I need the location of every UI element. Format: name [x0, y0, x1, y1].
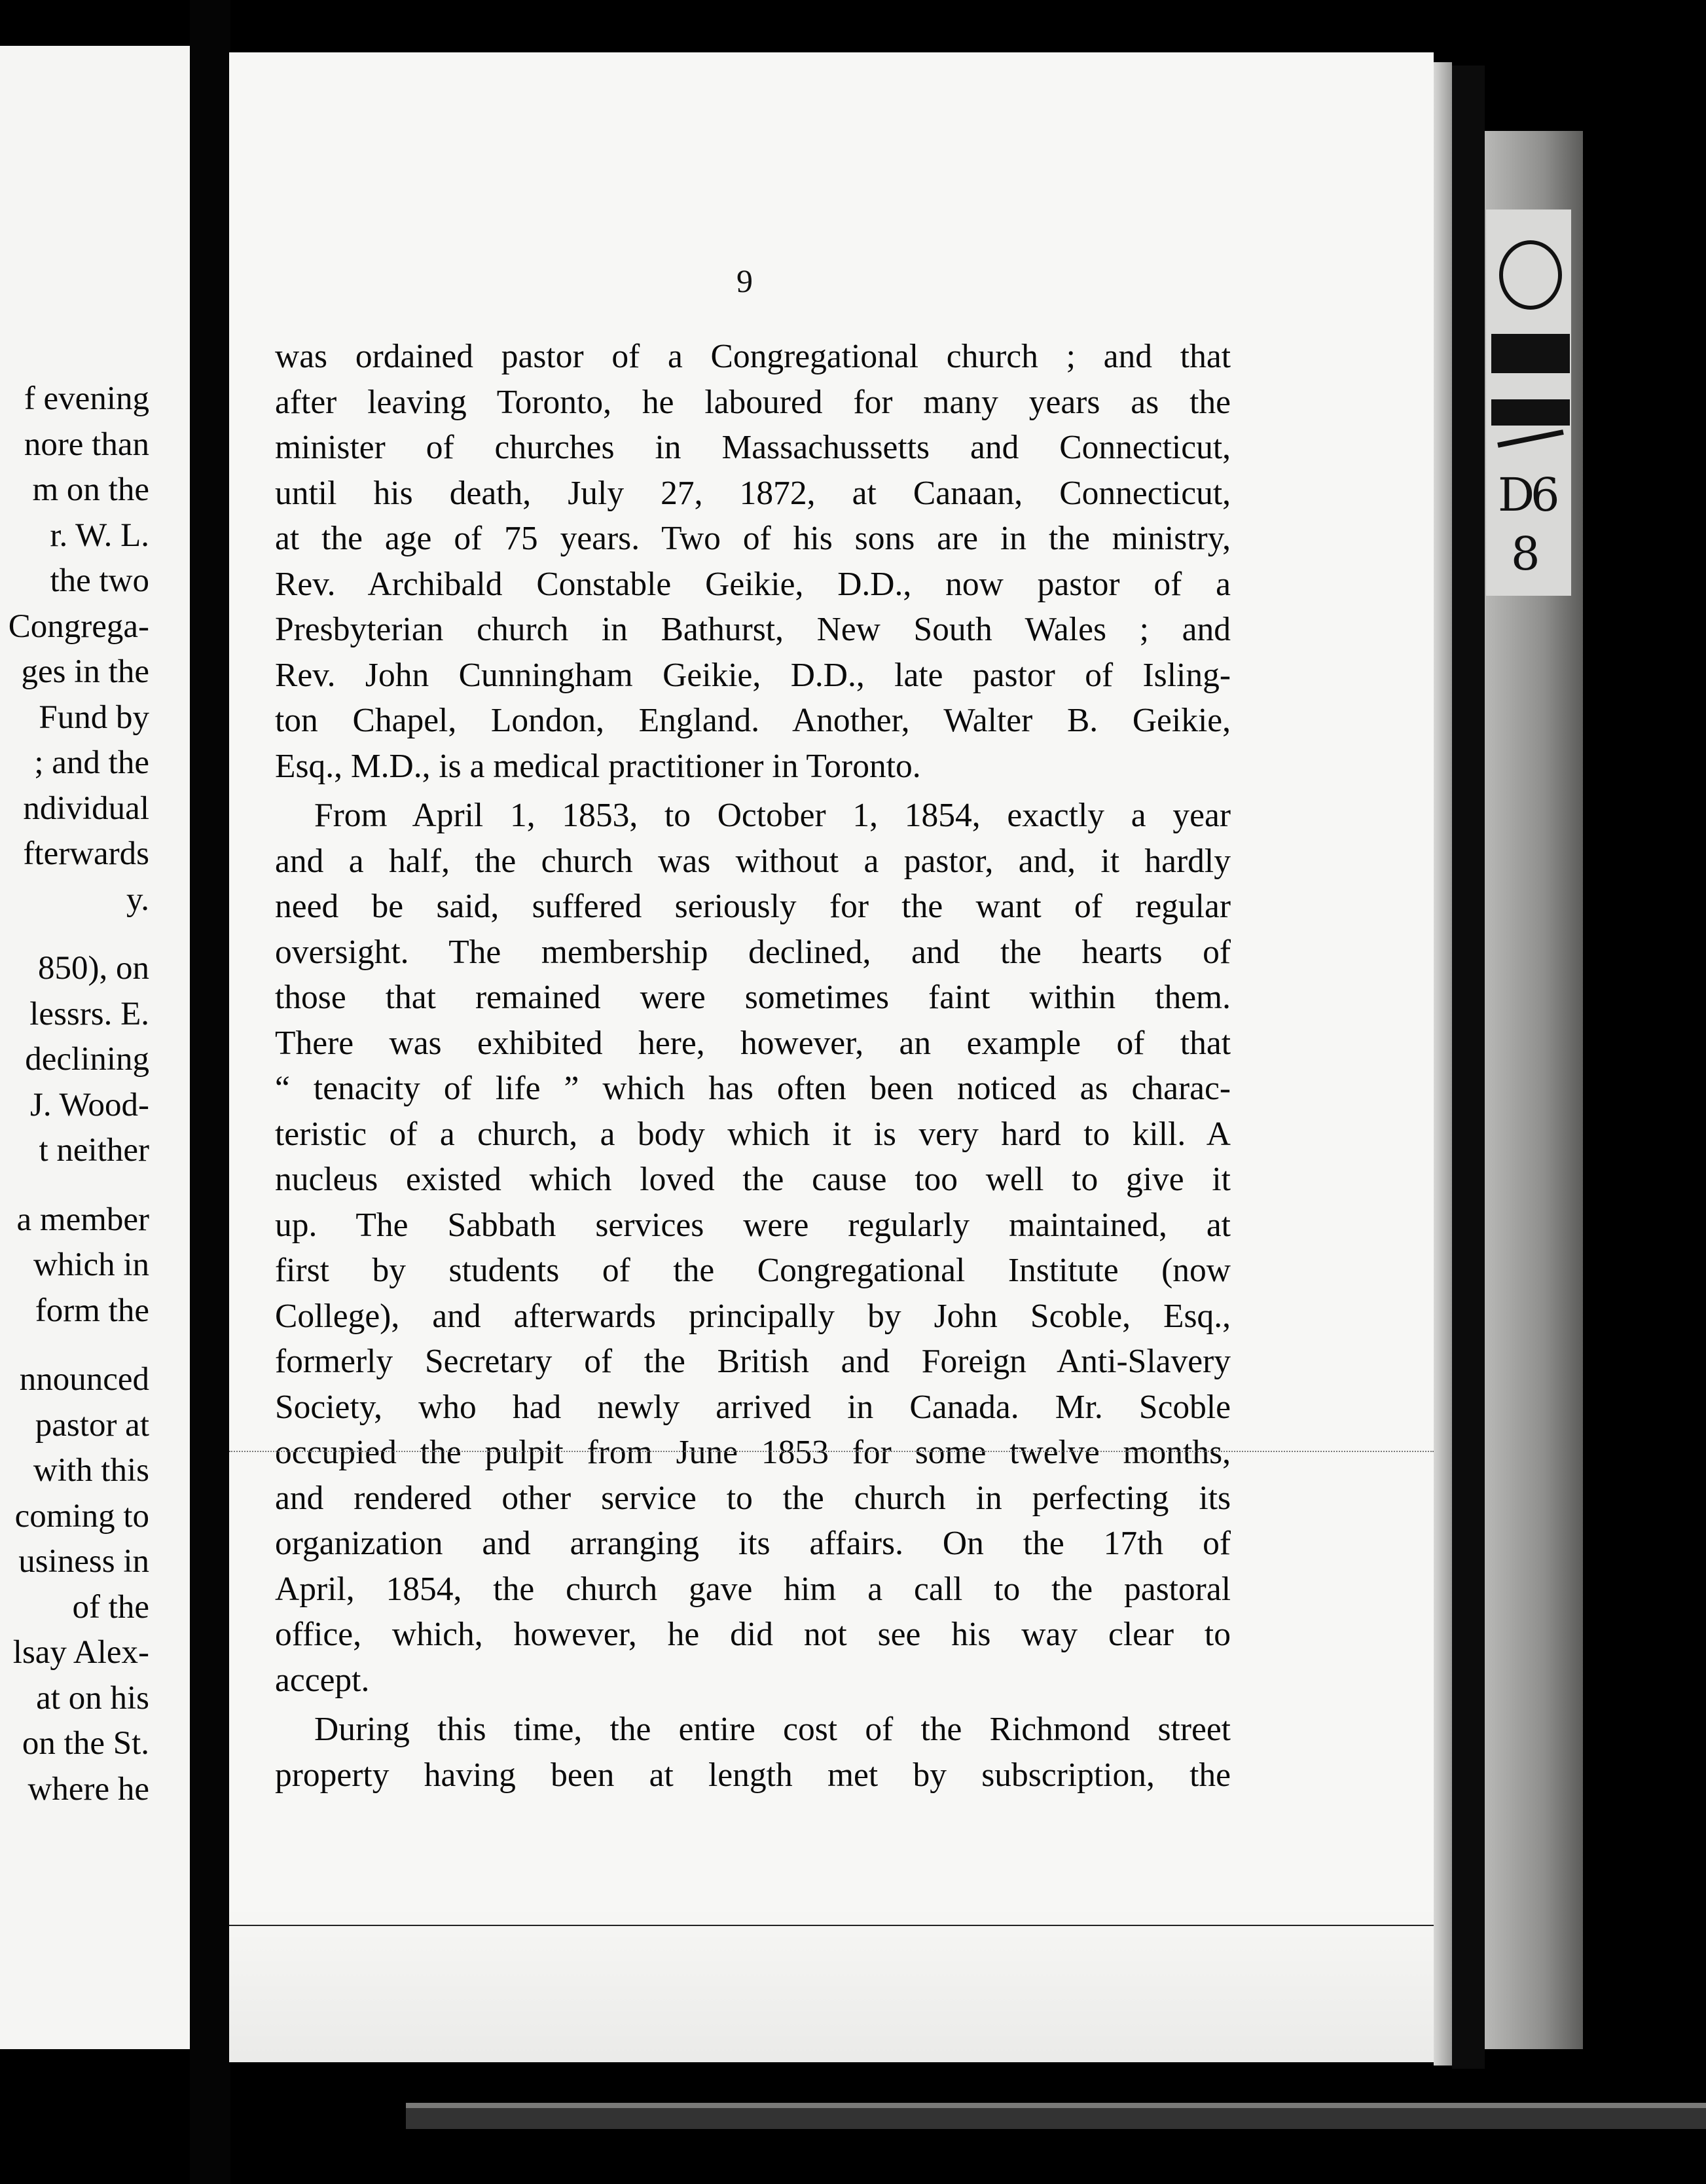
- text-line: April, 1854, the church gave him a call to the pastoral: [275, 1570, 1231, 1608]
- text-line: Rev. Archibald Constable Geikie, D.D., now pastor of a: [275, 565, 1231, 603]
- left-page-line: [9, 1334, 149, 1357]
- left-page-line: nore than: [24, 426, 149, 463]
- left-page-line: lessrs. E.: [29, 995, 149, 1032]
- left-page-line: the two: [50, 562, 149, 599]
- text-line: after leaving Toronto, he laboured for many years as the: [275, 383, 1231, 421]
- svg-text:8: 8: [1511, 527, 1540, 581]
- text-line: There was exhibited here, however, an example of that: [275, 1024, 1231, 1062]
- text-line: until his death, July 27, 1872, at Canaan, Connecticut,: [275, 474, 1231, 512]
- left-page-line: of the: [72, 1588, 149, 1626]
- left-page-line: ndividual: [23, 790, 149, 827]
- svg-text:6: 6: [1531, 468, 1560, 522]
- left-page-line: ges in the: [21, 653, 149, 690]
- left-page-line: r. W. L.: [50, 517, 149, 554]
- text-line: teristic of a church, a body which it is very hard to kill. A: [275, 1115, 1231, 1153]
- scanner-bottom-highlight: [406, 2103, 1706, 2108]
- left-page-line: which in: [33, 1247, 149, 1283]
- left-page-line: f evening: [24, 380, 149, 417]
- text-line: at the age of 75 years. Two of his sons are in the ministry,: [275, 520, 1231, 557]
- left-page-line: usiness in: [18, 1543, 149, 1580]
- page-bottom-shade: [229, 1905, 1434, 2062]
- text-line: those that remained were sometimes faint within them.: [275, 979, 1231, 1016]
- page-number: 9: [736, 263, 753, 299]
- left-page-line: form the: [35, 1292, 149, 1329]
- page-edge: [1434, 62, 1452, 2066]
- book-gutter: [190, 0, 230, 2184]
- handwritten-label-mark: [1491, 236, 1570, 589]
- left-page-line: [9, 1174, 149, 1197]
- text-line: accept.: [275, 1661, 370, 1699]
- text-line: formerly Secretary of the British and Foreign Anti-Slavery: [275, 1343, 1231, 1380]
- text-line: was ordained pastor of a Congregational church ; and that: [275, 338, 1231, 375]
- text-line: Society, who had newly arrived in Canada. Mr. Scoble: [275, 1388, 1231, 1426]
- text-line: oversight. The membership declined, and the hearts of: [275, 933, 1231, 971]
- left-page-line: J. Wood-: [30, 1086, 149, 1123]
- book-edge-shadow: [1452, 65, 1485, 2069]
- main-page: [229, 52, 1434, 2062]
- text-line: occupied the pulpit from June 1853 for some twelve months,: [275, 1434, 1231, 1471]
- text-line: “ tenacity of life ” which has often been noticed as charac-: [275, 1070, 1231, 1107]
- left-page-line: on the St.: [22, 1725, 149, 1762]
- left-page-line: [9, 922, 149, 946]
- text-line: During this time, the entire cost of the Richmond street: [314, 1711, 1231, 1748]
- text-line: and rendered other service to the church in perfecting its: [275, 1479, 1231, 1517]
- left-page-line: with this: [33, 1452, 149, 1489]
- text-line: ton Chapel, London, England. Another, Walter B. Geikie,: [275, 702, 1231, 739]
- text-line: office, which, however, he did not see his way clear to: [275, 1616, 1231, 1653]
- svg-text:D: D: [1498, 468, 1535, 522]
- text-line: need be said, suffered seriously for the want of regular: [275, 888, 1231, 925]
- left-page-line: t neither: [39, 1132, 149, 1169]
- left-page-line: lsay Alex-: [12, 1634, 149, 1671]
- text-line: minister of churches in Massachussetts and Connecticut,: [275, 429, 1231, 466]
- left-page-line: fterwards: [23, 835, 149, 872]
- text-line: property having been at length met by subscription, the: [275, 1756, 1231, 1794]
- left-page-text: [9, 376, 149, 1812]
- spine-label: [1486, 209, 1571, 596]
- text-line: up. The Sabbath services were regularly maintained, at: [275, 1206, 1231, 1244]
- left-page-line: ; and the: [34, 744, 149, 781]
- left-page-line: y.: [126, 881, 149, 918]
- text-line: first by students of the Congregational Institute (now: [275, 1252, 1231, 1289]
- left-page-fragment: [0, 46, 190, 2049]
- left-page-line: 850), on: [38, 950, 149, 987]
- text-line: Presbyterian church in Bathurst, New South Wales ; and: [275, 611, 1231, 648]
- page-body: [275, 334, 1231, 1798]
- left-page-line: declining: [25, 1041, 149, 1078]
- text-line: Rev. John Cunningham Geikie, D.D., late pastor of Isling-: [275, 656, 1231, 694]
- text-line: Esq., M.D., is a medical practitioner in Toronto.: [275, 747, 921, 785]
- left-page-line: nnounced: [19, 1361, 149, 1398]
- left-page-line: Fund by: [39, 699, 149, 736]
- left-page-line: a member: [16, 1201, 149, 1238]
- left-page-line: m on the: [32, 471, 149, 508]
- text-line: nucleus existed which loved the cause too well to give it: [275, 1161, 1231, 1198]
- text-line: organization and arranging its affairs. On the 17th of: [275, 1525, 1231, 1562]
- text-line: College), and afterwards principally by John Scoble, Esq.,: [275, 1297, 1231, 1335]
- left-page-line: pastor at: [35, 1406, 149, 1444]
- left-page-line: at on his: [36, 1679, 149, 1717]
- text-line: and a half, the church was without a pastor, and, it hardly: [275, 842, 1231, 880]
- left-page-line: where he: [27, 1770, 149, 1808]
- scan-artifact-dotted-line: [229, 1451, 1434, 1452]
- text-line: From April 1, 1853, to October 1, 1854, exactly a year: [314, 797, 1231, 834]
- left-page-line: coming to: [14, 1497, 149, 1535]
- left-page-line: Congrega-: [8, 608, 149, 645]
